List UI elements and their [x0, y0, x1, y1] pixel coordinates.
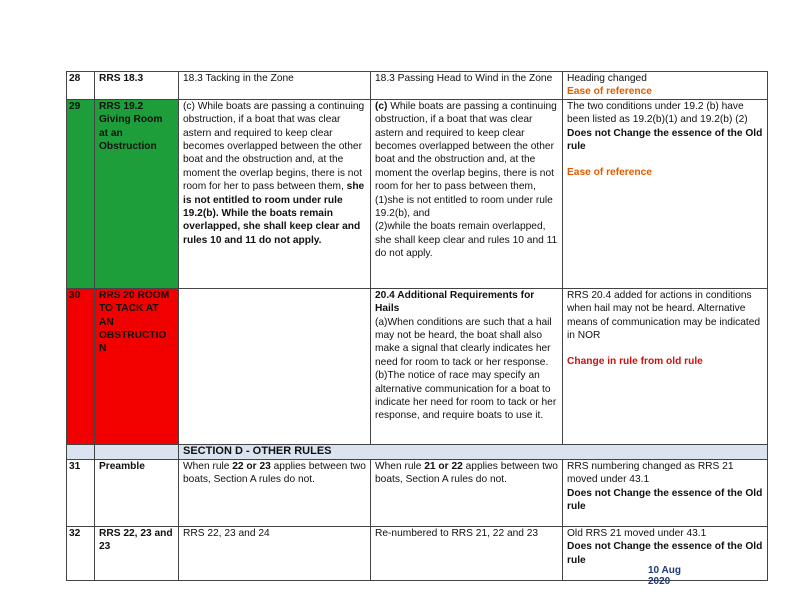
row-number: 32 — [67, 526, 95, 580]
section-title: SECTION D - OTHER RULES — [179, 444, 768, 459]
spacer — [567, 153, 763, 166]
rules-comparison-table — [66, 71, 768, 581]
new-rule-clause-label: (c) — [375, 100, 388, 112]
new-rule-pre: When rule — [375, 460, 425, 472]
new-rule-item-b: (b)The notice of race may specify an alternative communication for a boat to indicate her need for room to tack or her response, and require boats to use it. — [375, 370, 557, 422]
row-number: 31 — [67, 459, 95, 526]
comment-cell — [563, 72, 768, 100]
comment-text: RRS numbering changed as RRS 21 moved under 43.1 — [567, 460, 734, 486]
comment-text: The two conditions under 19.2 (b) have been listed as 19.2(b)(1) and 19.2(b) (2) — [567, 100, 748, 126]
new-rule-title: 20.4 Additional Requirements for Hails — [375, 289, 535, 315]
old-rule-numbers: 22 or 23 — [232, 460, 271, 472]
section-cell — [95, 444, 179, 459]
comment-highlight: Ease of reference — [567, 86, 652, 98]
section-cell — [67, 444, 95, 459]
table-row — [67, 99, 768, 288]
rrs-reference: RRS 19.2 Giving Room at an Obstruction — [95, 99, 179, 288]
rrs-reference: RRS 18.3 — [95, 72, 179, 100]
new-rule-item-a: (a)When conditions are such that a hail may not be heard, the boat shall also make a signal that clearly indicates her need for room to tack or her response. — [375, 316, 552, 368]
spacer — [567, 342, 763, 355]
rrs-reference: RRS 22, 23 and 23 — [95, 526, 179, 580]
row-number: 29 — [67, 99, 95, 288]
comment-text: RRS 20.4 added for actions in conditions when hail may not be heard. Alternative means of communication may be indicated in NOR — [567, 289, 761, 342]
new-rule-text — [371, 99, 563, 288]
old-rule-pre: When rule — [183, 460, 233, 472]
new-rule-post: applies between two boats, Section A rules do not. — [375, 460, 558, 486]
comment-cell — [563, 288, 768, 444]
new-rule-body: While boats are passing a continuing obstruction, if a boat that was clear astern and required to keep clear becomes overlapped between the other boat and the obstruction and, at the moment the overlap begins, there is not room for her to pass between them, — [375, 100, 557, 193]
footer-date: 10 Aug 2020 — [648, 565, 681, 587]
comment-cell — [563, 99, 768, 288]
comment-emphasis: Does not Change the essence of the Old rule — [567, 127, 763, 153]
new-rule-item-1: (1)she is not entitled to room under rule 19.2(b), and — [375, 194, 553, 220]
old-rule-text — [179, 459, 371, 526]
rrs-reference: Preamble — [95, 459, 179, 526]
old-rule-body: (c) While boats are passing a continuing obstruction, if a boat that was clear astern and required to keep clear becomes overlapped between the other boat and the obstruction and, at the moment the overlap begins, there is not room for her to pass between them, — [183, 100, 365, 193]
comment-highlight: Change in rule from old rule — [567, 356, 703, 368]
new-rule-text: Re-numbered to RRS 21, 22 and 23 — [371, 526, 563, 580]
table-row — [67, 459, 768, 526]
comment-emphasis: Does not Change the essence of the Old rule — [567, 541, 763, 566]
section-row — [67, 444, 768, 459]
new-rule-numbers: 21 or 22 — [424, 460, 463, 472]
new-rule-item-2: (2)while the boats remain overlapped, she shall keep clear and rules 10 and 11 do not apply. — [375, 221, 558, 260]
old-rule-post: applies between two boats, Section A rules do not. — [183, 460, 366, 486]
comment-emphasis: Does not Change the essence of the Old rule — [567, 487, 763, 513]
old-rule-text — [179, 99, 371, 288]
old-rule-text: 18.3 Tacking in the Zone — [179, 72, 371, 100]
table-row — [67, 72, 768, 100]
rrs-reference: RRS 20 ROOM TO TACK AT AN OBSTRUCTIO N — [95, 288, 179, 444]
comment-text: Heading changed — [567, 73, 647, 84]
new-rule-text — [371, 459, 563, 526]
old-rule-text: RRS 22, 23 and 24 — [179, 526, 371, 580]
new-rule-text: 18.3 Passing Head to Wind in the Zone — [371, 72, 563, 100]
comment-text: Old RRS 21 moved under 43.1 — [567, 527, 707, 539]
table-row — [67, 288, 768, 444]
row-number: 30 — [67, 288, 95, 444]
old-rule-emphasis: she is not entitled to room under rule 19.2(b). While the boats remain overlapped, she shall keep clear and rules 10 and 11 do not apply. — [183, 181, 365, 246]
comment-cell — [563, 459, 768, 526]
new-rule-text — [371, 288, 563, 444]
comment-highlight: Ease of reference — [567, 167, 652, 179]
old-rule-text — [179, 288, 371, 444]
row-number: 28 — [67, 72, 95, 100]
